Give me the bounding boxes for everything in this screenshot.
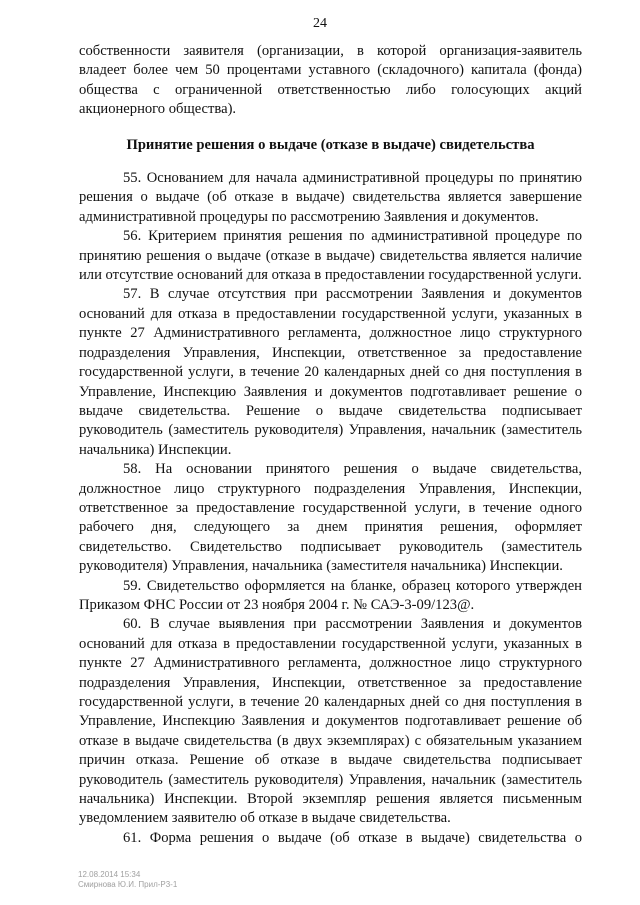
paragraph-60: 60. В случае выявления при рассмотрении Заявления и документов оснований для отказа в предоставлении государственной услуги, указанных в пункте 27 Административного регламента, должностное лицо структурного подразделения Управления, Инспекции, ответственное за предоставление государственной услуги, в течение 20 календарных дней со дня поступления в Управление, Инспекцию Заявления и документов подготавливает решение об отказе в выдаче свидетельства (в двух экземплярах) с обязательным указанием причин отказа. Решение об отказе в выдаче свидетельства подписывает руководитель (заместитель руководителя) Управления, начальник (заместитель начальника) Инспекции. Второй экземпляр решения является письменным уведомлением заявителю об отказе в выдаче свидетельства. bbox=[79, 616, 582, 827]
footer-author: Смирнова Ю.И. Прил-Р3-1 bbox=[78, 880, 178, 889]
paragraph-57: 57. В случае отсутствия при рассмотрении Заявления и документов оснований для отказа в предоставлении государственной услуги, указанных в пункте 27 Административного регламента, должностное лицо структурного подразделения Управления, Инспекции, ответственное за предоставление государственной услуги, в течение 20 календарных дней со дня поступления в Управление, Инспекцию Заявления и документов подготавливает решение о выдаче свидетельства. Решение о выдаче свидетельства подписывает руководитель (заместитель руководителя) Управления, начальник (заместитель начальника) Инспекции. bbox=[79, 286, 582, 458]
document-body bbox=[79, 42, 582, 848]
paragraph-61: 61. Форма решения о выдаче (об отказе в выдаче) свидетельства о bbox=[123, 829, 582, 846]
paragraph-55: 55. Основанием для начала административной процедуры по принятию решения о выдаче (об отказе в выдаче) свидетельства является завершение административной процедуры по рассмотрению Заявления и документов. bbox=[79, 170, 582, 225]
document-footer bbox=[78, 870, 177, 890]
page-number: 24 bbox=[313, 16, 327, 31]
paragraph-59: 59. Свидетельство оформляется на бланке, образец которого утвержден Приказом ФНС России от 23 ноября 2004 г. № САЭ-3-09/123@. bbox=[79, 577, 582, 613]
paragraph-continuation: собственности заявителя (организации, в которой организация-заявитель владеет более чем 50 процентами уставного (складочного) капитала (фонда) общества с ограниченной ответственностью либо голосующих акций акционерного общества). bbox=[79, 43, 582, 118]
section-heading: Принятие решения о выдаче (отказе в выдаче) свидетельства bbox=[126, 136, 535, 153]
paragraph-58: 58. На основании принятого решения о выдаче свидетельства, должностное лицо структурного подразделения Управления, Инспекции, ответственное за предоставление государственной услуги, в течение одного рабочего дня, следующего за днем принятия решения, оформляет свидетельство. Свидетельство подписывает руководитель (заместитель руководителя) Управления, начальника (заместителя начальника) Инспекции. bbox=[79, 461, 582, 575]
footer-timestamp: 12.08.2014 15:34 bbox=[78, 870, 141, 879]
paragraph-56: 56. Критерием принятия решения по административной процедуре по принятию решения о выдаче (отказе в выдаче) свидетельства является наличие или отсутствие оснований для отказа в предоставлении государственной услуги. bbox=[79, 228, 582, 284]
